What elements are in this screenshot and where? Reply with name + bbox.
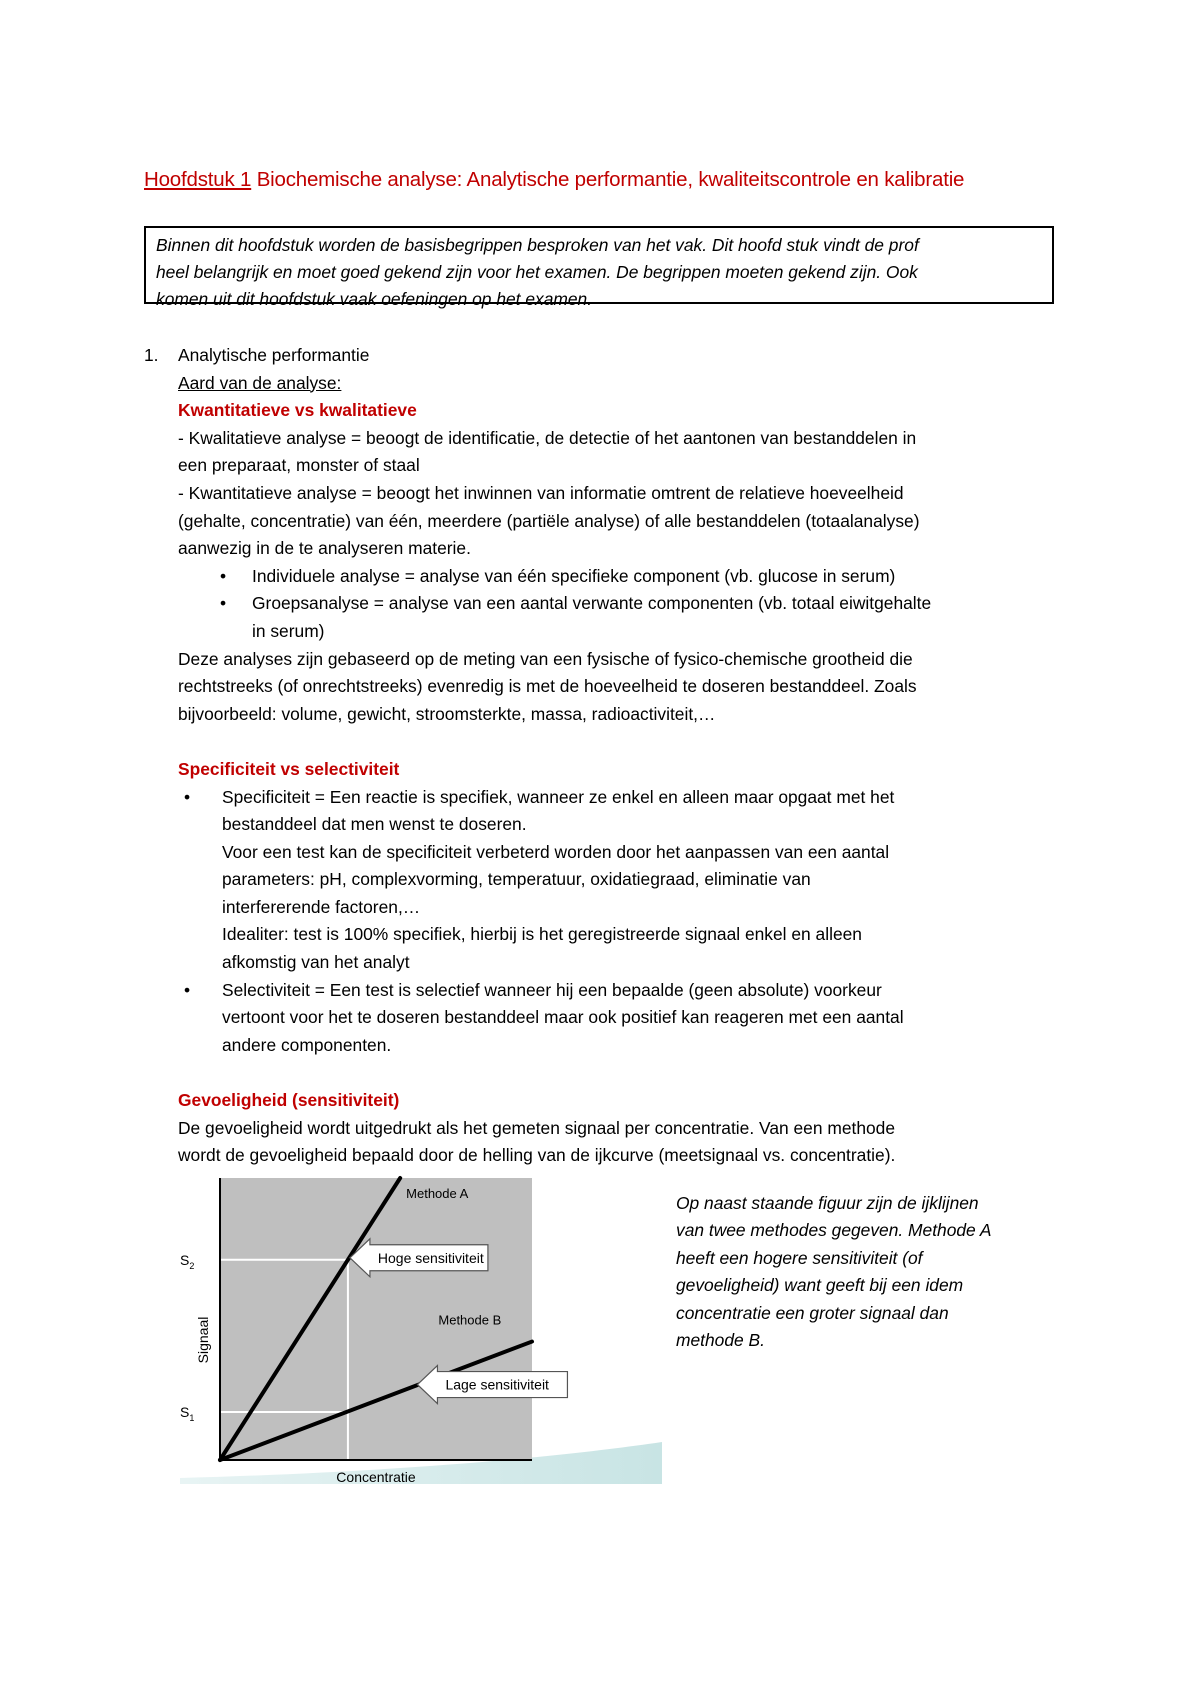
paragraph-line: Deze analyses zijn gebaseerd op de meting van een fysische of fysico-chemische grootheid die xyxy=(178,648,913,669)
caption-line: van twee methodes gegeven. Methode A xyxy=(676,1220,992,1241)
annotation-hoge-label: Hoge sensitiviteit xyxy=(377,1249,484,1266)
paragraph-line: wordt de gevoeligheid bepaald door de helling van de ijkcurve (meetsignaal vs. concentratie). xyxy=(178,1145,896,1166)
chapter-title-text: Biochemische analyse: Analytische performantie, kwaliteitscontrole en kalibratie xyxy=(251,168,965,191)
annotation-lage-label: Lage sensitiviteit xyxy=(445,1376,549,1393)
section-body xyxy=(144,342,1074,1170)
intro-line: Binnen dit hoofdstuk worden de basisbegrippen besproken van het vak. Dit hoofd stuk vindt de prof xyxy=(156,235,919,255)
caption-line: concentratie een groter signaal dan xyxy=(676,1302,949,1323)
spec-heading: Specificiteit vs selectiviteit xyxy=(178,758,400,779)
intro-box xyxy=(144,226,1054,309)
sens-heading: Gevoeligheid (sensitiviteit) xyxy=(178,1090,400,1111)
section-heading xyxy=(144,342,1074,370)
list-item-text: in serum) xyxy=(252,620,325,641)
list-item-text: Selectiviteit = Een test is selectief wanneer hij een bepaalde (geen absolute) voorkeur xyxy=(222,979,882,1000)
list-item-text: vertoont voor het te doseren bestanddeel maar ook positief kan reageren met een aantal xyxy=(222,1007,904,1028)
paragraph-line: - Kwantitatieve analyse = beoogt het inwinnen van informatie omtrent de relatieve hoeveelheid xyxy=(178,482,904,503)
intro-line: heel belangrijk en moet goed gekend zijn voor het examen. De begrippen moeten gekend zijn. Ook xyxy=(156,262,918,282)
list-item-text: parameters: pH, complexvorming, temperatuur, oxidatiegraad, eliminatie van xyxy=(222,869,811,890)
y-tick-label: $S_1$ xyxy=(180,1404,195,1424)
paragraph-line: (gehalte, concentratie) van één, meerdere (partiële analyse) of alle bestanddelen (totaalanalyse) xyxy=(178,510,920,531)
caption-line: heeft een hogere sensitiviteit (of xyxy=(676,1247,923,1268)
list-item xyxy=(144,590,1074,618)
list-item-text: Groepsanalyse = analyse van een aantal verwante componenten (vb. totaal eiwitgehalte xyxy=(252,593,932,614)
paragraph-line: rechtstreeks (of onrechtstreeks) evenredig is met de hoeveelheid te doseren bestanddeel. Zoals xyxy=(178,676,917,697)
list-item-text: Idealiter: test is 100% specifiek, hierbij is het geregistreerde signaal enkel en alleen xyxy=(222,924,862,945)
x-axis-label: Concentratie xyxy=(336,1469,416,1485)
list-item-text: afkomstig van het analyt xyxy=(222,952,410,973)
kw-heading: Kwantitatieve vs kwalitatieve xyxy=(178,400,417,421)
paragraph-line: De gevoeligheid wordt uitgedrukt als het gemeten signaal per concentratie. Van een methode xyxy=(178,1117,896,1138)
list-item xyxy=(144,563,1074,591)
figure-caption xyxy=(676,1190,992,1354)
paragraph-line: - Kwalitatieve analyse = beoogt de identificatie, de detectie of het aantonen van bestanddelen in xyxy=(178,427,917,448)
series-label-methode-b: Methode B xyxy=(438,1312,502,1328)
y-tick-label: $S_2$ xyxy=(180,1251,195,1271)
paragraph-line: aanwezig in de te analyseren materie. xyxy=(178,538,471,559)
list-item-text: bestanddeel dat men wenst te doseren. xyxy=(222,814,527,835)
series-label-methode-a: Methode A xyxy=(406,1186,469,1201)
paragraph-line: een preparaat, monster of staal xyxy=(178,455,420,476)
section-number: 1. xyxy=(144,345,159,365)
bullet-icon: • xyxy=(220,565,227,586)
bullet-icon: • xyxy=(220,593,227,614)
caption-line: methode B. xyxy=(676,1330,765,1351)
sensitivity-chart xyxy=(180,1172,662,1490)
caption-line: Op naast staande figuur zijn de ijklijnen xyxy=(676,1193,979,1213)
chapter-number: Hoofdstuk 1 xyxy=(144,168,252,191)
list-item-text: andere componenten. xyxy=(222,1034,392,1055)
list-item xyxy=(144,977,1074,1005)
list-item xyxy=(144,784,1074,812)
chapter-title xyxy=(144,168,964,192)
subheading: Aard van de analyse: xyxy=(178,372,342,393)
list-item-text: Individuele analyse = analyse van één specifieke component (vb. glucose in serum) xyxy=(252,565,896,586)
list-item-text: Voor een test kan de specificiteit verbeterd worden door het aanpassen van een aantal xyxy=(222,841,890,862)
list-item-text: Specificiteit = Een reactie is specifiek, wanneer ze enkel en alleen maar opgaat met het xyxy=(222,786,895,807)
caption-line: gevoeligheid) want geeft bij een idem xyxy=(676,1275,964,1296)
bullet-icon: • xyxy=(184,786,191,807)
intro-line: komen uit dit hoofdstuk vaak oefeningen op het examen. xyxy=(156,289,593,309)
bullet-icon: • xyxy=(184,979,191,1000)
paragraph-line: bijvoorbeeld: volume, gewicht, stroomsterkte, massa, radioactiviteit,… xyxy=(178,703,716,724)
list-item-text: interfererende factoren,… xyxy=(222,896,421,917)
section-heading-text: Analytische performantie xyxy=(178,345,370,365)
y-axis-label: Signaal xyxy=(195,1316,211,1364)
